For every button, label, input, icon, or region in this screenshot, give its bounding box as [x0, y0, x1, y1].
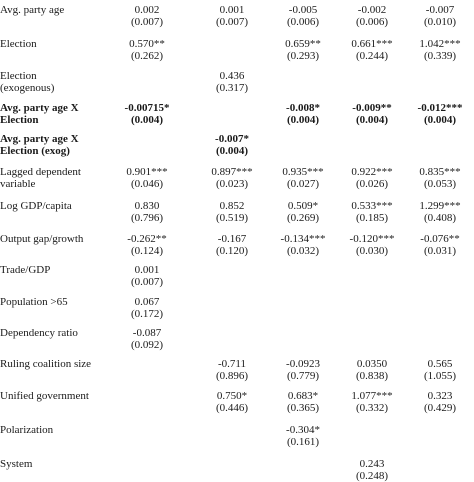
row-label-line: Election: [0, 114, 39, 126]
row-label-line: Avg. party age: [0, 4, 65, 16]
coefficient: 0.901***: [126, 166, 168, 178]
coefficient: 0.0350: [356, 358, 388, 370]
standard-error: (0.161): [286, 436, 320, 448]
table-cell: [394, 4, 474, 28]
row-label: [0, 458, 120, 470]
standard-error: (0.004): [215, 145, 249, 157]
row-label-line: Avg. party age X: [0, 133, 79, 145]
coefficient: 0.852: [219, 200, 245, 212]
coefficient: 0.935***: [282, 166, 324, 178]
coefficient: -0.134***: [280, 233, 326, 245]
table-cell: [101, 166, 193, 190]
coefficient: 0.835***: [419, 166, 461, 178]
coefficient: -0.262**: [127, 233, 167, 245]
table-cell: [101, 200, 193, 224]
standard-error: (1.055): [423, 370, 457, 382]
coefficient: 0.565: [427, 358, 453, 370]
row-label-line: Lagged dependent: [0, 166, 81, 178]
standard-error: (0.185): [355, 212, 389, 224]
standard-error: (0.053): [423, 178, 457, 190]
coefficient: 0.067: [134, 296, 160, 308]
row-label-line: Dependency ratio: [0, 327, 78, 339]
standard-error: (0.120): [215, 245, 249, 257]
coefficient: 0.001: [219, 4, 245, 16]
coefficient: 0.659**: [285, 38, 321, 50]
coefficient: 0.509*: [287, 200, 319, 212]
row-label-line: Trade/GDP: [0, 264, 51, 276]
row-label: [0, 358, 120, 370]
standard-error: (0.244): [355, 50, 389, 62]
standard-error: (0.004): [286, 114, 320, 126]
coefficient: 0.436: [219, 70, 245, 82]
standard-error: (0.027): [286, 178, 320, 190]
standard-error: (0.004): [355, 114, 389, 126]
coefficient: 0.243: [359, 458, 385, 470]
standard-error: (0.030): [355, 245, 389, 257]
row-label-line: Avg. party age X: [0, 102, 79, 114]
standard-error: (0.896): [215, 370, 249, 382]
standard-error: (0.007): [130, 16, 164, 28]
row-label-line: Election: [0, 70, 37, 82]
standard-error: (0.293): [286, 50, 320, 62]
table-cell: [101, 38, 193, 62]
standard-error: (0.248): [355, 470, 389, 482]
coefficient: -0.005: [288, 4, 318, 16]
table-cell: [101, 296, 193, 320]
table-cell: [394, 358, 474, 382]
row-label-line: Election (exog): [0, 145, 70, 157]
row-label: [0, 390, 120, 402]
standard-error: (0.332): [355, 402, 389, 414]
standard-error: (0.031): [423, 245, 457, 257]
table-cell: [394, 390, 474, 414]
table-cell: [326, 458, 418, 482]
standard-error: (0.779): [286, 370, 320, 382]
table-cell: [186, 133, 278, 157]
table-cell: [101, 4, 193, 28]
standard-error: (0.006): [355, 16, 389, 28]
standard-error: (0.023): [215, 178, 249, 190]
coefficient: 0.002: [134, 4, 160, 16]
coefficient: 0.897***: [211, 166, 253, 178]
standard-error: (0.010): [423, 16, 457, 28]
row-label: [0, 424, 120, 436]
row-label-line: Election: [0, 38, 37, 50]
coefficient: -0.087: [132, 327, 162, 339]
table-cell: [394, 102, 474, 126]
coefficient: -0.711: [217, 358, 246, 370]
row-label-line: variable: [0, 178, 36, 190]
coefficient: -0.120***: [349, 233, 395, 245]
standard-error: (0.269): [286, 212, 320, 224]
standard-error: (0.004): [423, 114, 457, 126]
standard-error: (0.408): [423, 212, 457, 224]
table-cell: [101, 233, 193, 257]
coefficient: 0.323: [427, 390, 453, 402]
table-cell: [101, 327, 193, 351]
coefficient: 0.533***: [351, 200, 393, 212]
coefficient: 0.570**: [129, 38, 165, 50]
coefficient: -0.00715*: [124, 102, 170, 114]
row-label-line: Polarization: [0, 424, 54, 436]
coefficient: -0.009**: [352, 102, 392, 114]
standard-error: (0.006): [286, 16, 320, 28]
row-label-line: System: [0, 458, 33, 470]
standard-error: (0.519): [215, 212, 249, 224]
table-cell: [186, 70, 278, 94]
coefficient: 0.661***: [351, 38, 393, 50]
coefficient: -0.008*: [286, 102, 320, 114]
standard-error: (0.339): [423, 50, 457, 62]
standard-error: (0.026): [355, 178, 389, 190]
row-label-line: Log GDP/capita: [0, 200, 72, 212]
standard-error: (0.007): [215, 16, 249, 28]
standard-error: (0.046): [130, 178, 164, 190]
standard-error: (0.004): [130, 114, 164, 126]
row-label-line: Unified government: [0, 390, 89, 402]
coefficient: 1.077***: [351, 390, 393, 402]
table-cell: [394, 38, 474, 62]
coefficient: 0.683*: [287, 390, 319, 402]
standard-error: (0.365): [286, 402, 320, 414]
standard-error: (0.317): [215, 82, 249, 94]
row-label-line: Output gap/growth: [0, 233, 84, 245]
standard-error: (0.032): [286, 245, 320, 257]
coefficient: -0.076**: [420, 233, 460, 245]
standard-error: (0.446): [215, 402, 249, 414]
coefficient: 1.299***: [419, 200, 461, 212]
standard-error: (0.429): [423, 402, 457, 414]
coefficient: -0.304*: [286, 424, 320, 436]
table-cell: [257, 424, 349, 448]
coefficient: 0.001: [134, 264, 160, 276]
standard-error: (0.092): [130, 339, 164, 351]
coefficient: 0.830: [134, 200, 160, 212]
standard-error: (0.007): [130, 276, 164, 288]
row-label: [0, 70, 120, 94]
coefficient: -0.167: [217, 233, 247, 245]
standard-error: (0.838): [355, 370, 389, 382]
table-cell: [101, 264, 193, 288]
table-cell: [394, 200, 474, 224]
standard-error: (0.262): [130, 50, 164, 62]
row-label: [0, 133, 120, 157]
table-cell: [394, 233, 474, 257]
standard-error: (0.124): [130, 245, 164, 257]
standard-error: (0.796): [130, 212, 164, 224]
table-cell: [394, 166, 474, 190]
coefficient: -0.0923: [286, 358, 320, 370]
table-cell: [101, 102, 193, 126]
row-label-line: Population >65: [0, 296, 68, 308]
coefficient: -0.012***: [417, 102, 463, 114]
standard-error: (0.172): [130, 308, 164, 320]
coefficient: 0.922***: [351, 166, 393, 178]
coefficient: -0.007*: [215, 133, 249, 145]
coefficient: 0.750*: [216, 390, 248, 402]
coefficient: -0.002: [357, 4, 387, 16]
row-label-line: (exogenous): [0, 82, 55, 94]
row-label-line: Ruling coalition size: [0, 358, 92, 370]
coefficient: -0.007: [425, 4, 455, 16]
coefficient: 1.042***: [419, 38, 461, 50]
